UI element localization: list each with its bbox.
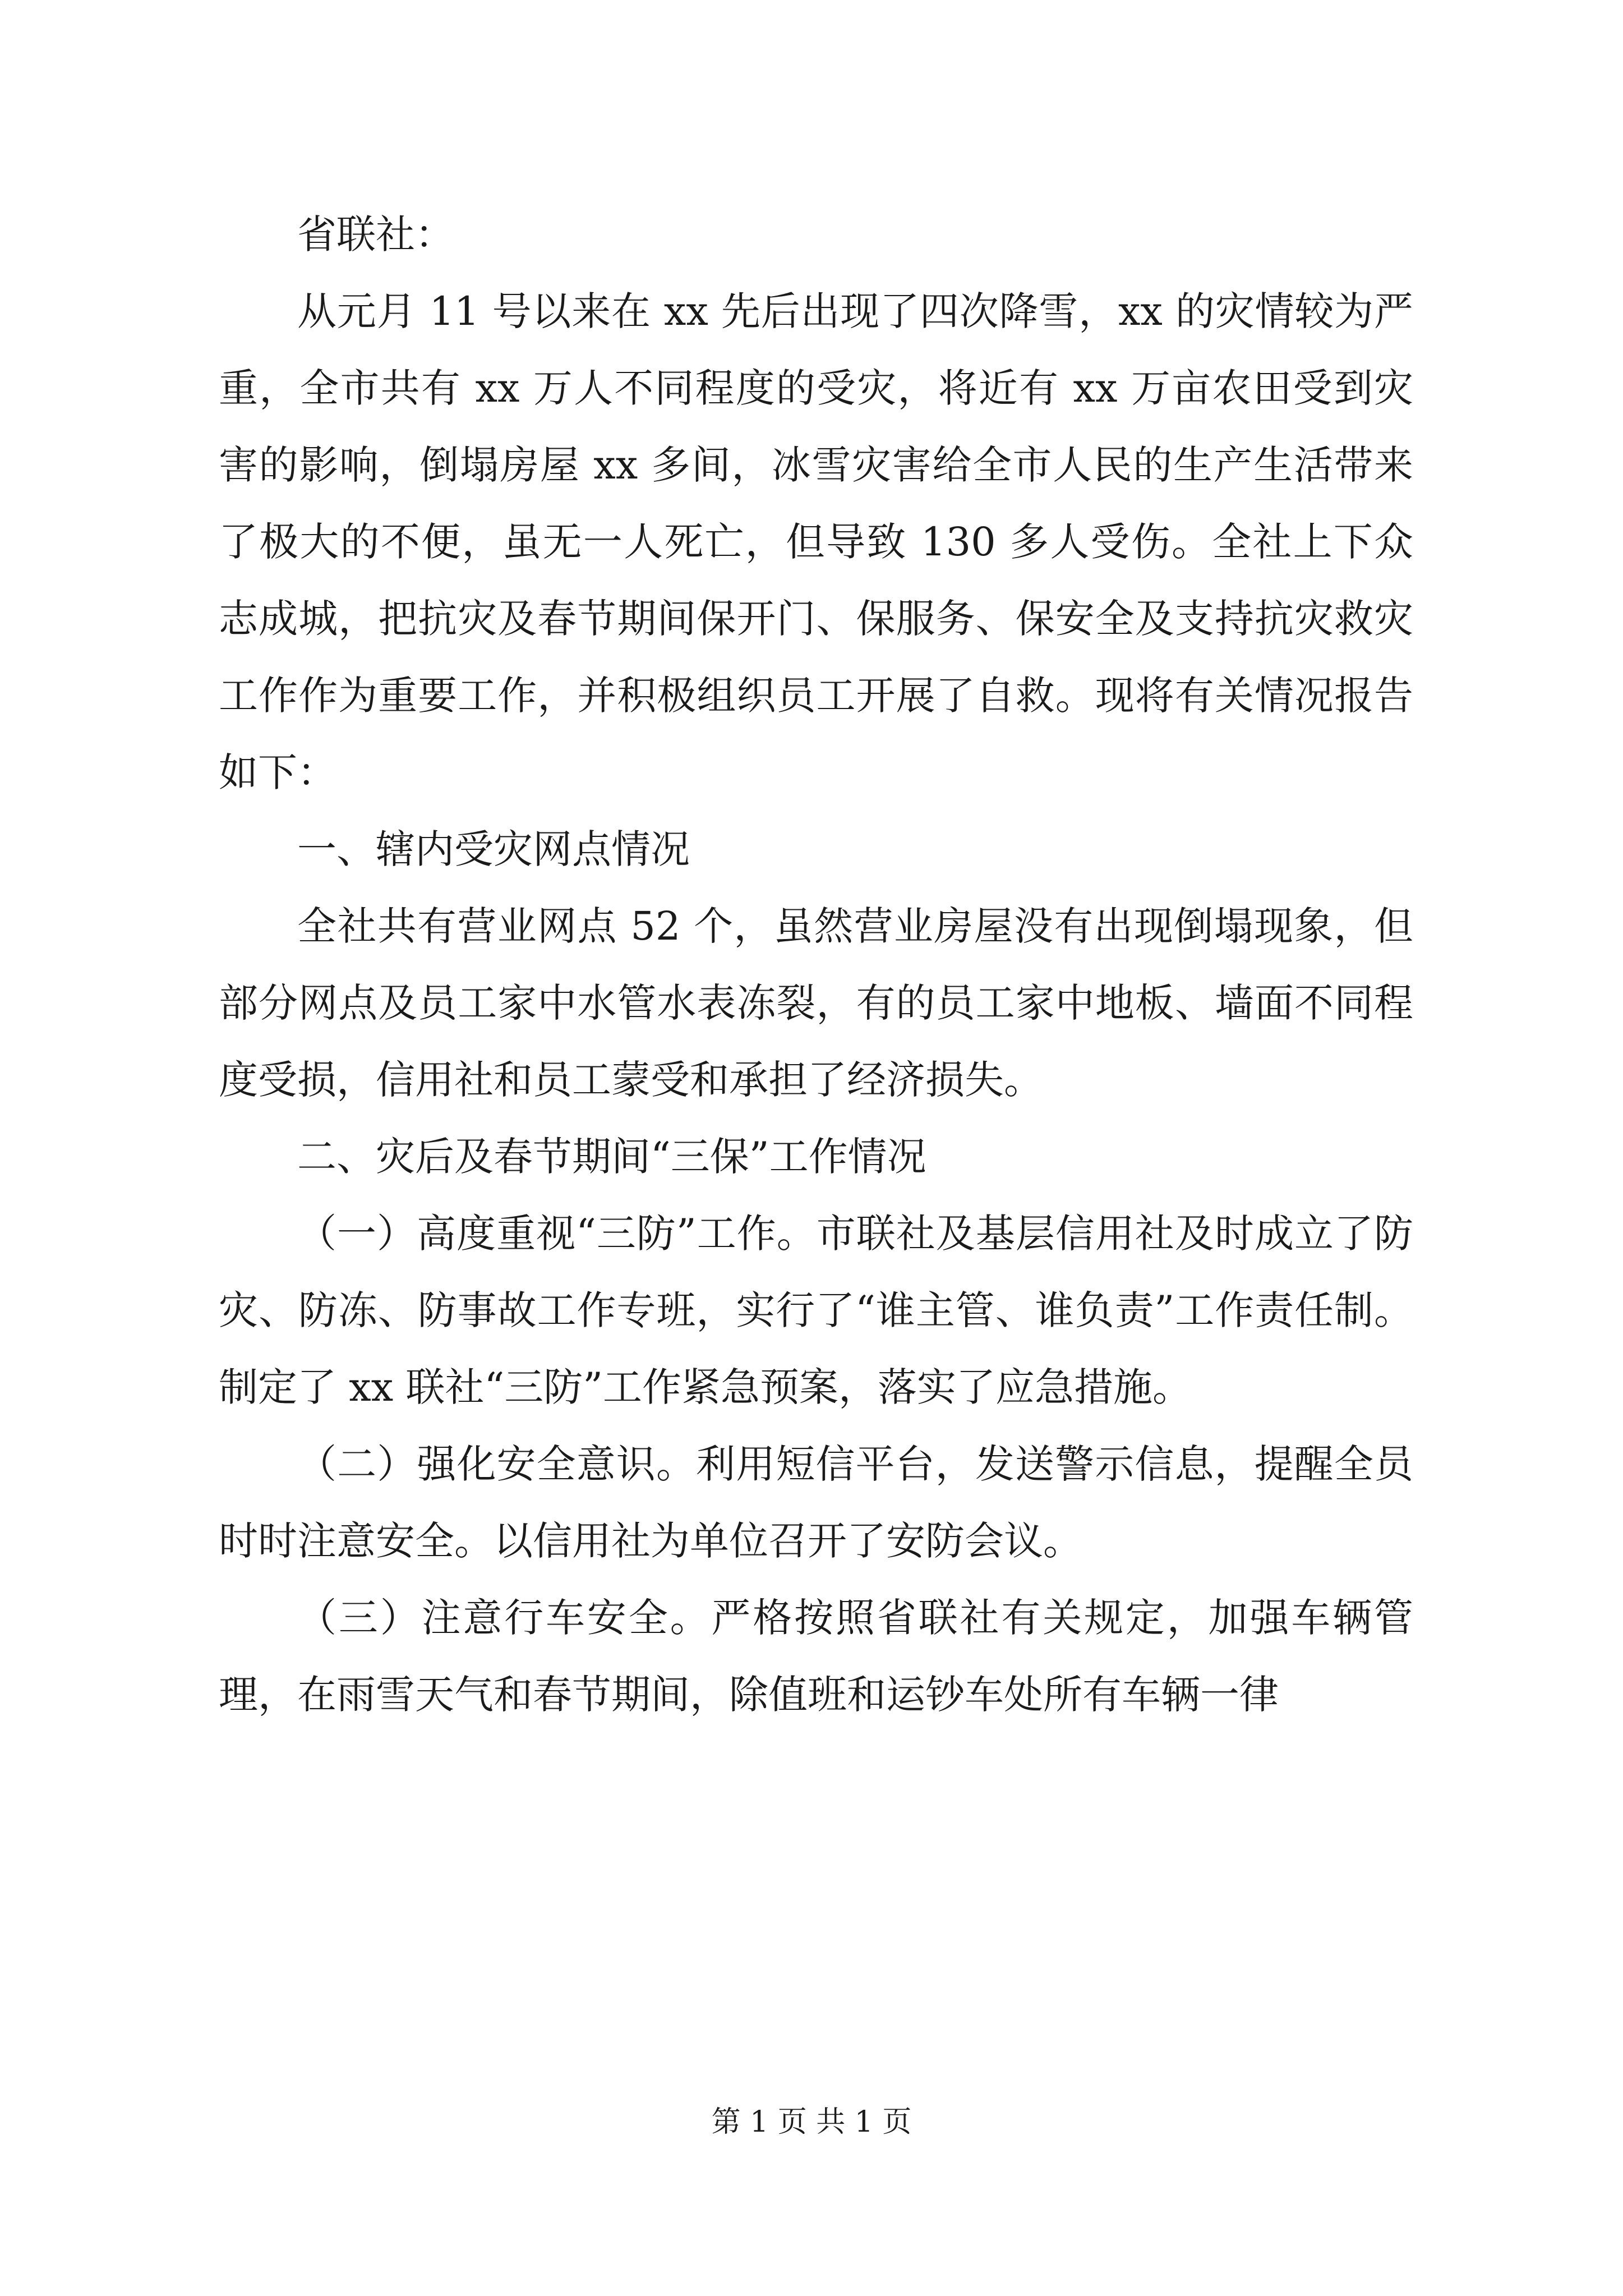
page-footer: 第 1 页 共 1 页 [711, 2105, 912, 2139]
section-1-paragraph: 全社共有营业网点 52 个，虽然营业房屋没有出现倒塌现象，但部分网点及员工家中水管水表冻裂，有的员工家中地板、墙面不同程度受损，信用社和员工蒙受和承担了经济损失。 [219, 903, 1413, 1103]
section-heading-2: 二、灾后及春节期间“三保”工作情况 [297, 1134, 926, 1180]
salutation: 省联社： [297, 211, 454, 257]
intro-paragraph: 从元月 11 号以来在 xx 先后出现了四次降雪，xx 的灾情较为严重，全市共有 xx 万人不同程度的受灾，将近有 xx 万亩农田受到灾害的影响，倒塌房屋 xx 多间，冰雪灾害给全市人民的生产生活带来了极大的不便，虽无一人死亡，但导致 130 多人受伤。全社上下众志成城，把抗灾及春节期间保开门、保服务、保安全及支持抗灾救灾工作作为重要工作，并积极组织员工开展了自救。现将有关情况报告如下： [219, 288, 1413, 795]
document-body [219, 196, 1413, 1733]
item-3-paragraph: （三）注意行车安全。严格按照省联社有关规定，加强车辆管理，在雨雪天气和春节期间，除值班和运钞车处所有车辆一律 [219, 1595, 1413, 1718]
item-1-paragraph: （一）高度重视“三防”工作。市联社及基层信用社及时成立了防灾、防冻、防事故工作专班，实行了“谁主管、谁负责”工作责任制。制定了 xx 联社“三防”工作紧急预案，落实了应急措施。 [219, 1211, 1413, 1410]
item-2-paragraph: （二）强化安全意识。利用短信平台，发送警示信息，提醒全员时时注意安全。以信用社为单位召开了安防会议。 [219, 1441, 1413, 1564]
section-heading-1: 一、辖内受灾网点情况 [297, 826, 690, 872]
